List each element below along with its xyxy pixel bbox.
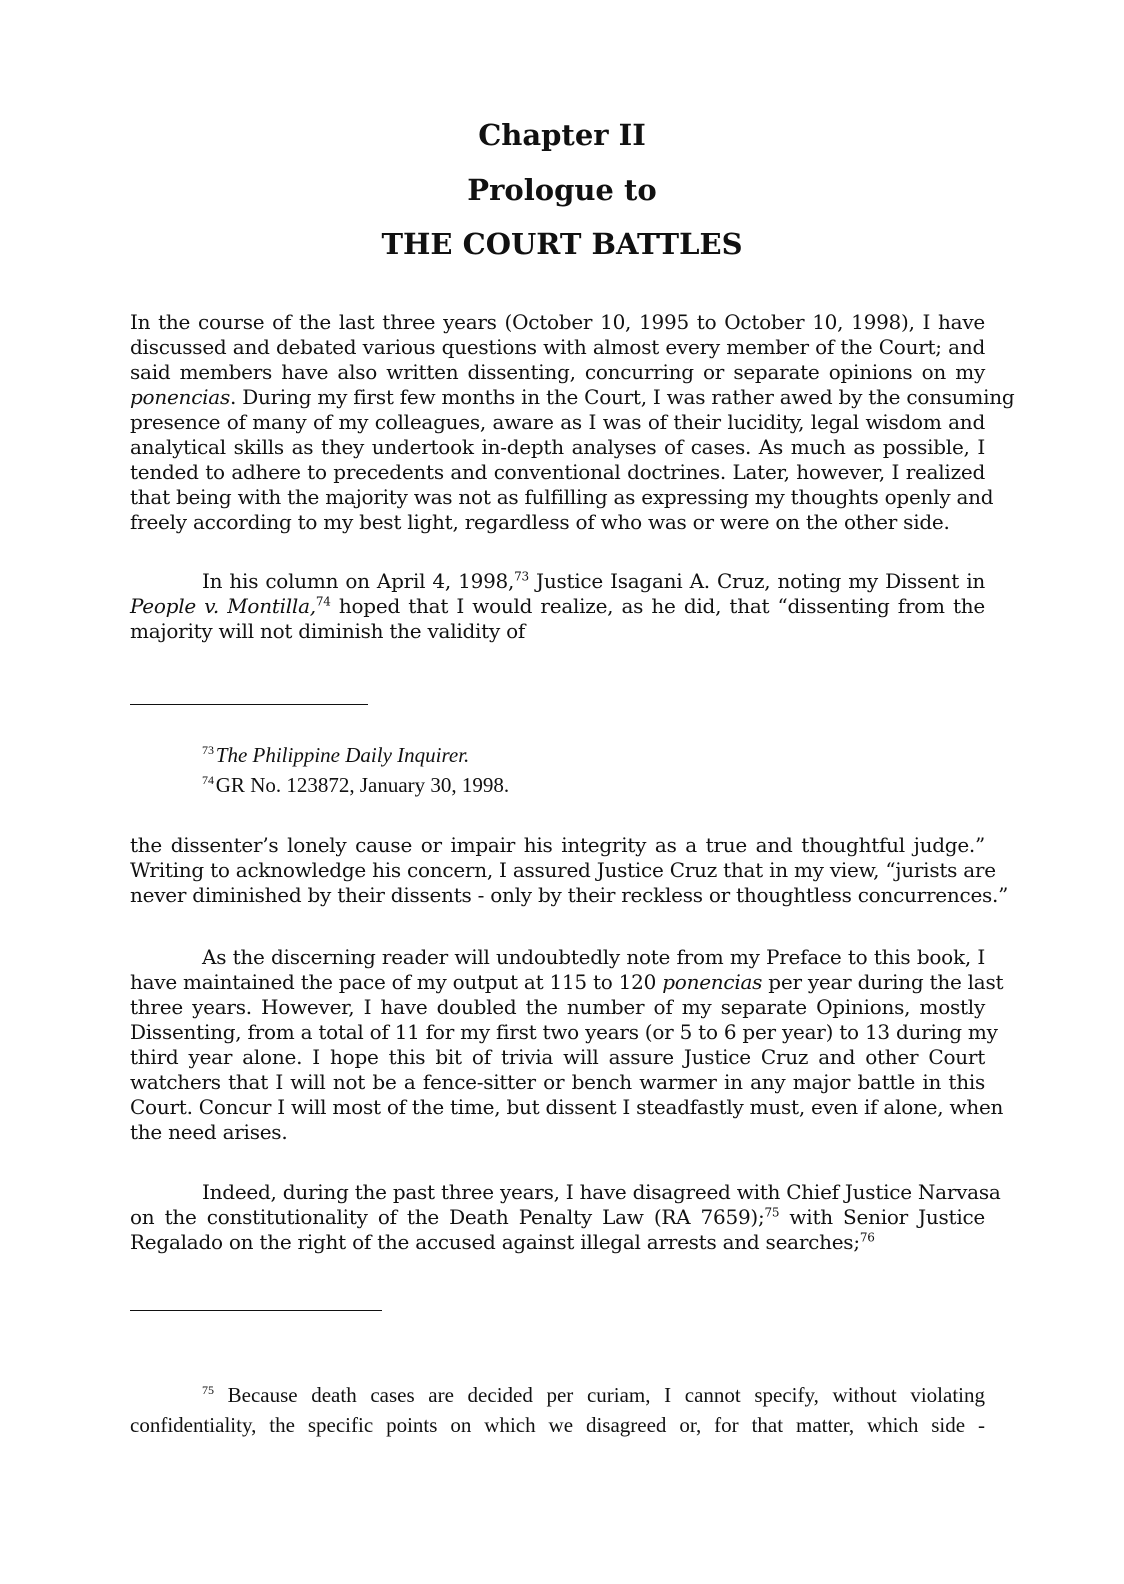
- paragraph-line: the need arises.: [130, 1120, 288, 1144]
- paragraph-5: [130, 1180, 1001, 1255]
- line-text: In his column on April 4, 1998,: [202, 569, 515, 593]
- footnote-74: [202, 770, 509, 800]
- footnote-separator: [130, 704, 368, 705]
- paragraph-line: that being with the majority was not as fulfilling as expressing my thoughts openly and: [130, 485, 994, 509]
- paragraph-line: never diminished by their dissents - only by their reckless or thoughtless concurrences.”: [130, 883, 1009, 907]
- footnote-text: GR No. 123872, January 30, 1998.: [215, 773, 510, 797]
- paragraph-4: [130, 945, 1004, 1145]
- footnote-ref-73: 73: [514, 569, 529, 584]
- paragraph-1: [130, 310, 1015, 535]
- footnote-number: 74: [202, 773, 214, 787]
- footnote-text: Because death cases are decided per curiam, I cannot specify, without violating: [214, 1383, 985, 1407]
- footnote-separator: [130, 1310, 382, 1311]
- paragraph-line: [130, 970, 1004, 995]
- italic-term: ponencias: [662, 970, 763, 994]
- case-name: People v. Montilla,: [130, 594, 316, 618]
- line-text: . During my first few months in the Court, I was rather awed by the consuming: [229, 385, 1015, 409]
- line-text: have maintained the pace of my output at 115 to 120: [130, 970, 663, 994]
- line-text: hoped that I would realize, as he did, that “dissenting from the: [330, 594, 985, 618]
- line-text: Justice Isagani A. Cruz, noting my Dissent in: [528, 569, 985, 593]
- footnote-number: 73: [202, 743, 214, 757]
- paragraph-line: the dissenter’s lonely cause or impair his integrity as a true and thoughtful judge.”: [130, 833, 985, 857]
- footnote-text: The Philippine Daily Inquirer.: [215, 743, 470, 767]
- footnote-number: 75: [202, 1383, 214, 1397]
- paragraph-line: In the course of the last three years (October 10, 1995 to October 10, 1998), I have: [130, 310, 985, 334]
- line-text: with Senior Justice: [779, 1205, 985, 1229]
- line-text: on the constitutionality of the Death Penalty Law (RA 7659);: [130, 1205, 765, 1229]
- footnote-73: [202, 740, 469, 770]
- paragraph-line: Indeed, during the past three years, I have disagreed with Chief Justice Narvasa: [202, 1180, 1001, 1204]
- footnote-text: confidentiality, the specific points on which we disagreed or, for that matter, which side -: [130, 1413, 985, 1437]
- paragraph-line: analytical skills as they undertook in-depth analyses of cases. As much as possible, I: [130, 435, 985, 459]
- paragraph-line: three years. However, I have doubled the number of my separate Opinions, mostly: [130, 995, 985, 1019]
- paragraph-line: As the discerning reader will undoubtedly note from my Preface to this book, I: [202, 945, 985, 969]
- paragraph-line: [130, 385, 1015, 410]
- paragraph-line: said members have also written dissenting, concurring or separate opinions on my: [130, 360, 985, 384]
- chapter-heading: Chapter II: [478, 118, 646, 152]
- paragraph-line: discussed and debated various questions with almost every member of the Court; and: [130, 335, 985, 359]
- prologue-heading: Prologue to: [467, 173, 657, 207]
- paragraph-line: majority will not diminish the validity of: [130, 619, 526, 643]
- line-text: per year during the last: [762, 970, 1004, 994]
- paragraph-line: [130, 1205, 985, 1230]
- footnote-ref-74: 74: [315, 594, 331, 609]
- paragraph-line: watchers that I will not be a fence-sitter or bench warmer in any major battle in this: [130, 1070, 985, 1094]
- paragraph-line: Court. Concur I will most of the time, but dissent I steadfastly must, even if alone, when: [130, 1095, 1004, 1119]
- line-text: Regalado on the right of the accused against illegal arrests and searches;: [130, 1230, 860, 1254]
- paragraph-line: [130, 594, 985, 619]
- paragraph-line: third year alone. I hope this bit of trivia will assure Justice Cruz and other Court: [130, 1045, 985, 1069]
- paragraph-line: presence of many of my colleagues, aware as I was of their lucidity, legal wisdom and: [130, 410, 985, 434]
- italic-term: ponencias: [130, 385, 230, 409]
- paragraph-line: [130, 1230, 985, 1255]
- paragraph-line: [130, 569, 985, 594]
- paragraph-3: [130, 833, 1009, 908]
- footnote-ref-75: 75: [764, 1205, 780, 1220]
- footnote-75: [130, 1380, 985, 1440]
- paragraph-line: freely according to my best light, regardless of who was or were on the other side.: [130, 510, 950, 534]
- paragraph-2: [130, 569, 985, 644]
- chapter-title: THE COURT BATTLES: [381, 227, 743, 261]
- paragraph-line: tended to adhere to precedents and conventional doctrines. Later, however, I realized: [130, 460, 985, 484]
- paragraph-line: Writing to acknowledge his concern, I assured Justice Cruz that in my view, “jurists are: [130, 858, 996, 882]
- paragraph-line: Dissenting, from a total of 11 for my first two years (or 5 to 6 per year) to 13 during my: [130, 1020, 998, 1044]
- footnote-ref-76: 76: [859, 1230, 875, 1245]
